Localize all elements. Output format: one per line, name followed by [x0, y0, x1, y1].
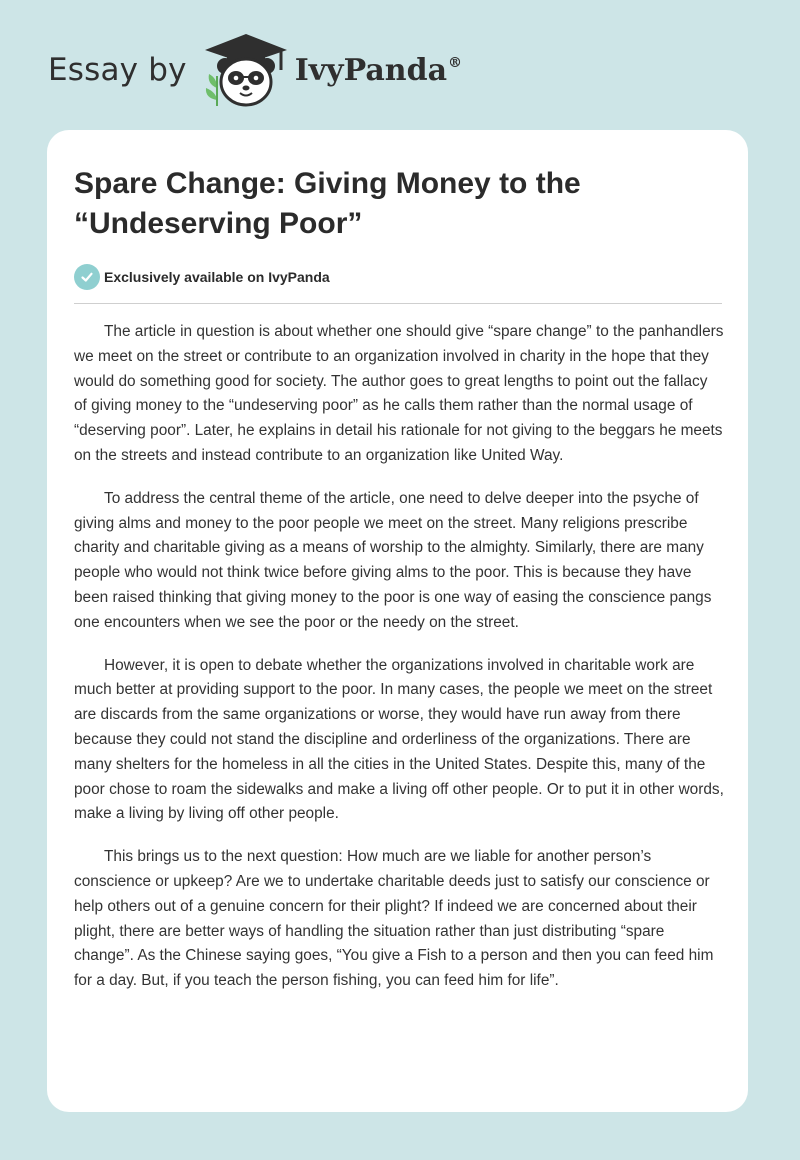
brand-name[interactable]: IvyPanda® [294, 52, 463, 88]
paragraph: This brings us to the next question: How much are we liable for another person’s conscience or upkeep? Are we to undertake charitable deeds just to satisfy our conscience or help others out of a genuine concern for their plight? If indeed we are concerned about their plight, there are better ways of handling the situation rather than just distributing “spare change”. As the Chinese saying goes, “You give a Fish to a person and then you can feed him for a day. But, if you teach the person fishing, you can feed him for life”. [74, 848, 714, 990]
site-header [48, 30, 462, 110]
paragraph: The article in question is about whether one should give “spare change” to the panhandlers we meet on the street or contribute to an organization involved in charity in the hope that they would do something good for society. The author goes to great lengths to point out the fallacy of giving money to the “undeserving poor” as he calls them rather than the normal usage of “deserving poor”. Later, he explains in detail his rationale for not giving to the beggars he meets on the streets and instead contribute to an organization like United Way. [74, 323, 724, 464]
paragraph: To address the central theme of the article, one need to delve deeper into the psyche of giving alms and money to the poor people we meet on the street. Many religions prescribe charity and charitable giving as a means of worship to the almighty. Similarly, there are many people who would not think twice before giving alms to the poor. This is because they have been raised thinking that giving money to the poor is one way of easing the conscience pangs one encounters when we see the poor or the needy on the street. [74, 489, 712, 631]
paragraph: However, it is open to debate whether the organizations involved in charitable work are much better at providing support to the poor. In many cases, the people we meet on the street are discards from the same organizations or worse, they would have run away from there because they could not stand the discipline and orderliness of the organizations. There are many shelters for the homeless in all the cities in the United States. Despite this, many of the poor chose to roam the sidewalks and make a living off other people. Or to put it in other words, make a living by living off other people. [74, 656, 724, 823]
panda-logo-icon[interactable] [201, 30, 291, 110]
essay-title: Spare Change: Giving Money to the “Undeserving Poor” [74, 167, 581, 240]
divider [74, 303, 722, 304]
exclusive-badge [74, 264, 330, 290]
essay-body [74, 320, 724, 1012]
badge-label: Exclusively available on IvyPanda [104, 269, 330, 285]
registered-mark: ® [448, 54, 463, 71]
essay-card [47, 130, 748, 1112]
checkmark-icon [74, 264, 100, 290]
essay-by-label: Essay by [48, 52, 187, 88]
